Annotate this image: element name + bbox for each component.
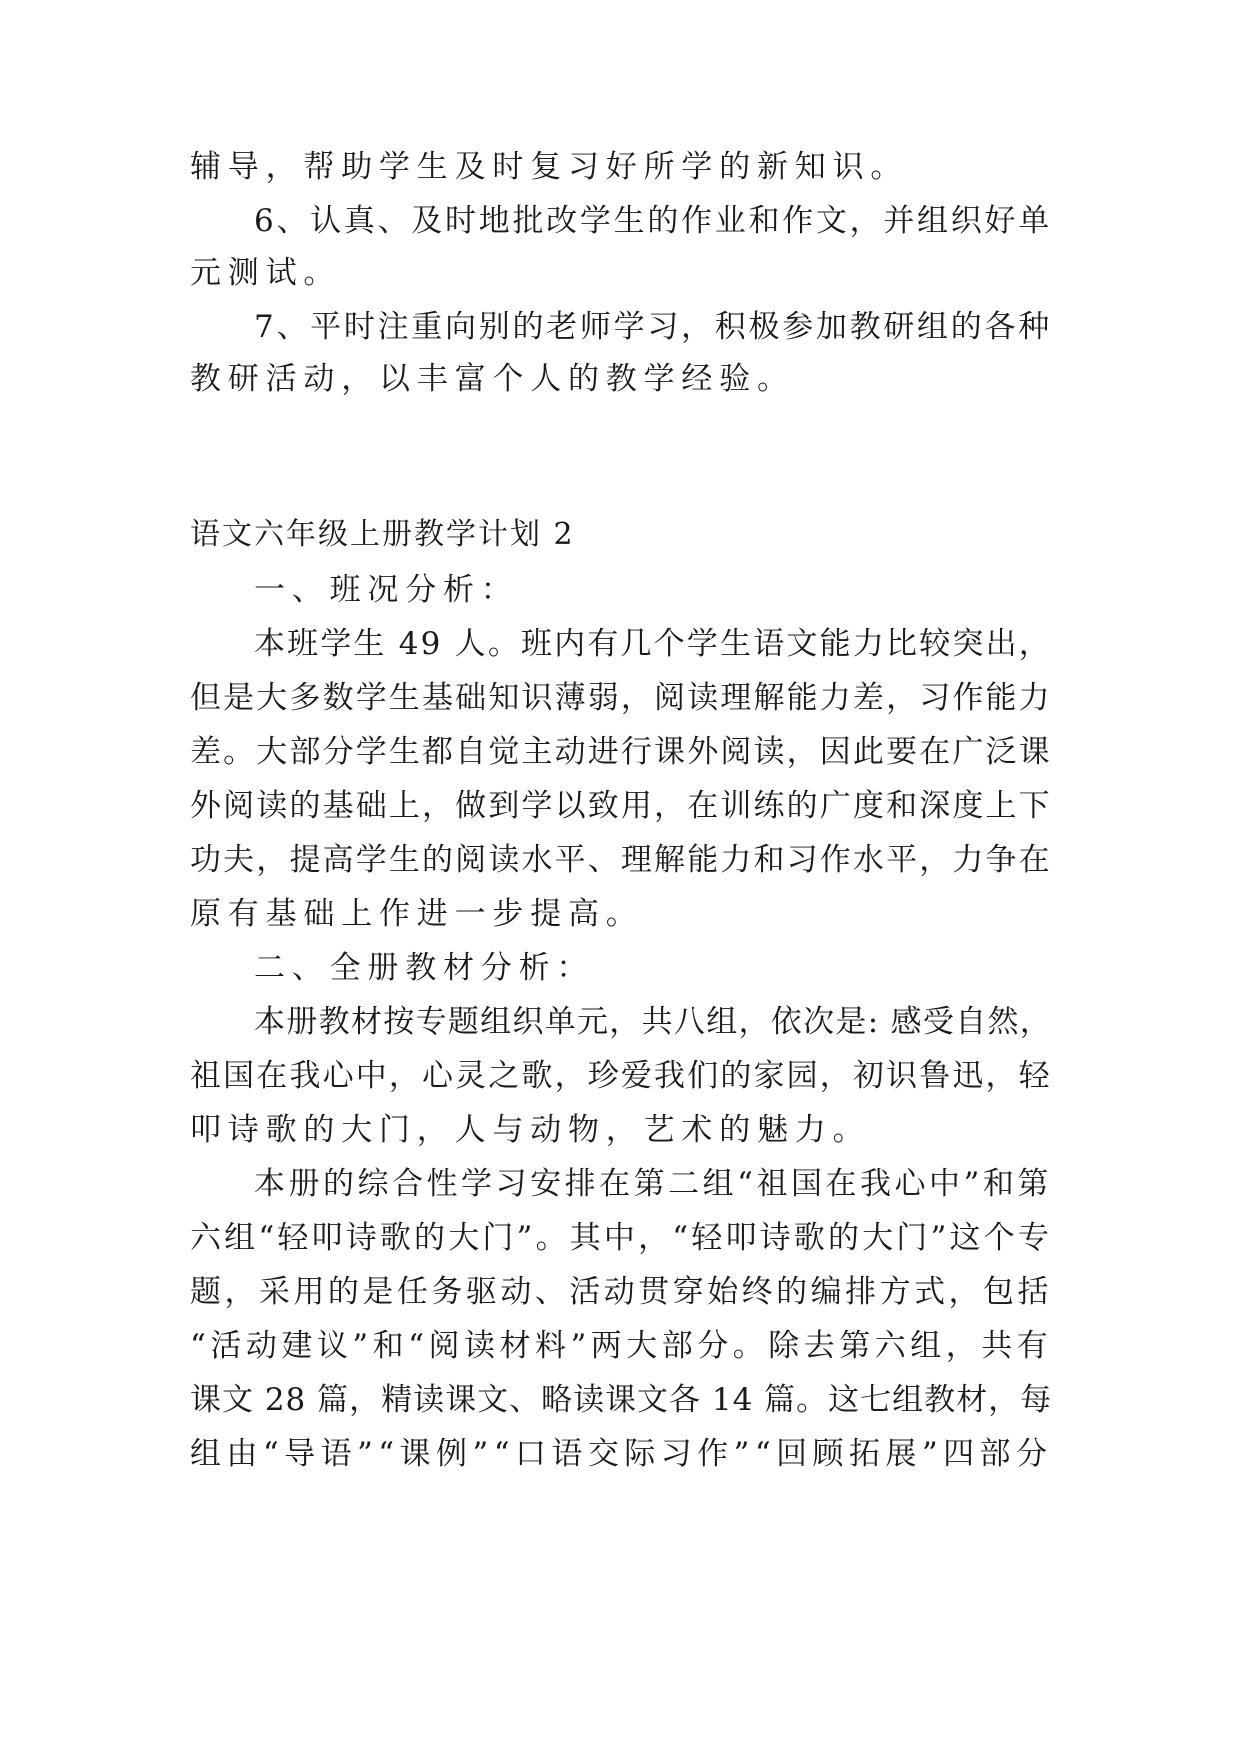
paragraph-line [0, 992, 1241, 1052]
paragraph-line [0, 1208, 1241, 1268]
line-text: 外阅读的基础上，做到学以致用，在训练的广度和深度上下 [190, 788, 1052, 824]
line-text: 题，采用的是任务驱动、活动贯穿始终的编排方式，包括 [190, 1274, 1052, 1310]
paragraph-line [0, 243, 1241, 303]
paragraph-line [0, 1046, 1241, 1106]
line-text: 六组“轻叩诗歌的大门”。其中，“轻叩诗歌的大门”这个专 [190, 1220, 1052, 1256]
paragraph-line [0, 1424, 1241, 1484]
heading-line [0, 560, 1241, 620]
line-text: 叩诗歌的大门，人与动物，艺术的魅力。 [190, 1112, 871, 1148]
paragraph-line [0, 722, 1241, 782]
paragraph-line [0, 137, 1241, 197]
paragraph-line [0, 191, 1241, 251]
line-text: “活动建议”和“阅读材料”两大部分。除去第六组，共有 [190, 1328, 1053, 1364]
line-text: 元测试。 [190, 255, 342, 291]
line-text: 本册的综合性学习安排在第二组“祖国在我心中”和第 [254, 1166, 1052, 1202]
line-text: 原有基础上作进一步提高。 [190, 896, 644, 932]
paragraph-line [0, 830, 1241, 890]
line-text: 差。大部分学生都自觉主动进行课外阅读，因此要在广泛课 [190, 734, 1052, 770]
line-text: 组由“导语”“课例”“口语交际习作”“回顾拓展”四部分 [190, 1436, 1053, 1472]
line-text: 祖国在我心中，心灵之歌，珍爱我们的家园，初识鲁迅，轻 [190, 1058, 1052, 1094]
line-text: 但是大多数学生基础知识薄弱，阅读理解能力差，习作能力 [190, 680, 1052, 716]
section-title-text: 语文六年级上册教学计划 2 [190, 517, 575, 552]
line-text: 本班学生 49 人。班内有几个学生语文能力比较突出， [254, 626, 1052, 662]
paragraph-line [0, 1316, 1241, 1376]
paragraph-line [0, 884, 1241, 944]
paragraph-line [0, 349, 1241, 409]
paragraph-line [0, 1100, 1241, 1160]
section-title [0, 505, 1241, 565]
line-text: 辅导，帮助学生及时复习好所学的新知识。 [190, 149, 909, 185]
line-text: 二、全册教材分析： [254, 950, 595, 986]
paragraph-line [0, 776, 1241, 836]
paragraph-line [0, 668, 1241, 728]
paragraph-line [0, 1262, 1241, 1322]
line-text: 本册教材按专题组织单元，共八组，依次是: 感受自然， [254, 1004, 1053, 1040]
heading-line [0, 938, 1241, 998]
line-text: 7、平时注重向别的老师学习，积极参加教研组的各种 [254, 309, 1052, 345]
line-text: 一、班况分析： [254, 572, 519, 608]
paragraph-line [0, 1154, 1241, 1214]
line-text: 6、认真、及时地批改学生的作业和作文，并组织好单 [254, 203, 1052, 239]
line-text: 课文 28 篇，精读课文、略读课文各 14 篇。这七组教材，每 [190, 1382, 1053, 1418]
paragraph-line [0, 297, 1241, 357]
line-text: 教研活动，以丰富个人的教学经验。 [190, 361, 795, 397]
line-text: 功夫，提高学生的阅读水平、理解能力和习作水平，力争在 [190, 842, 1052, 878]
paragraph-line [0, 1370, 1241, 1430]
paragraph-line [0, 614, 1241, 674]
